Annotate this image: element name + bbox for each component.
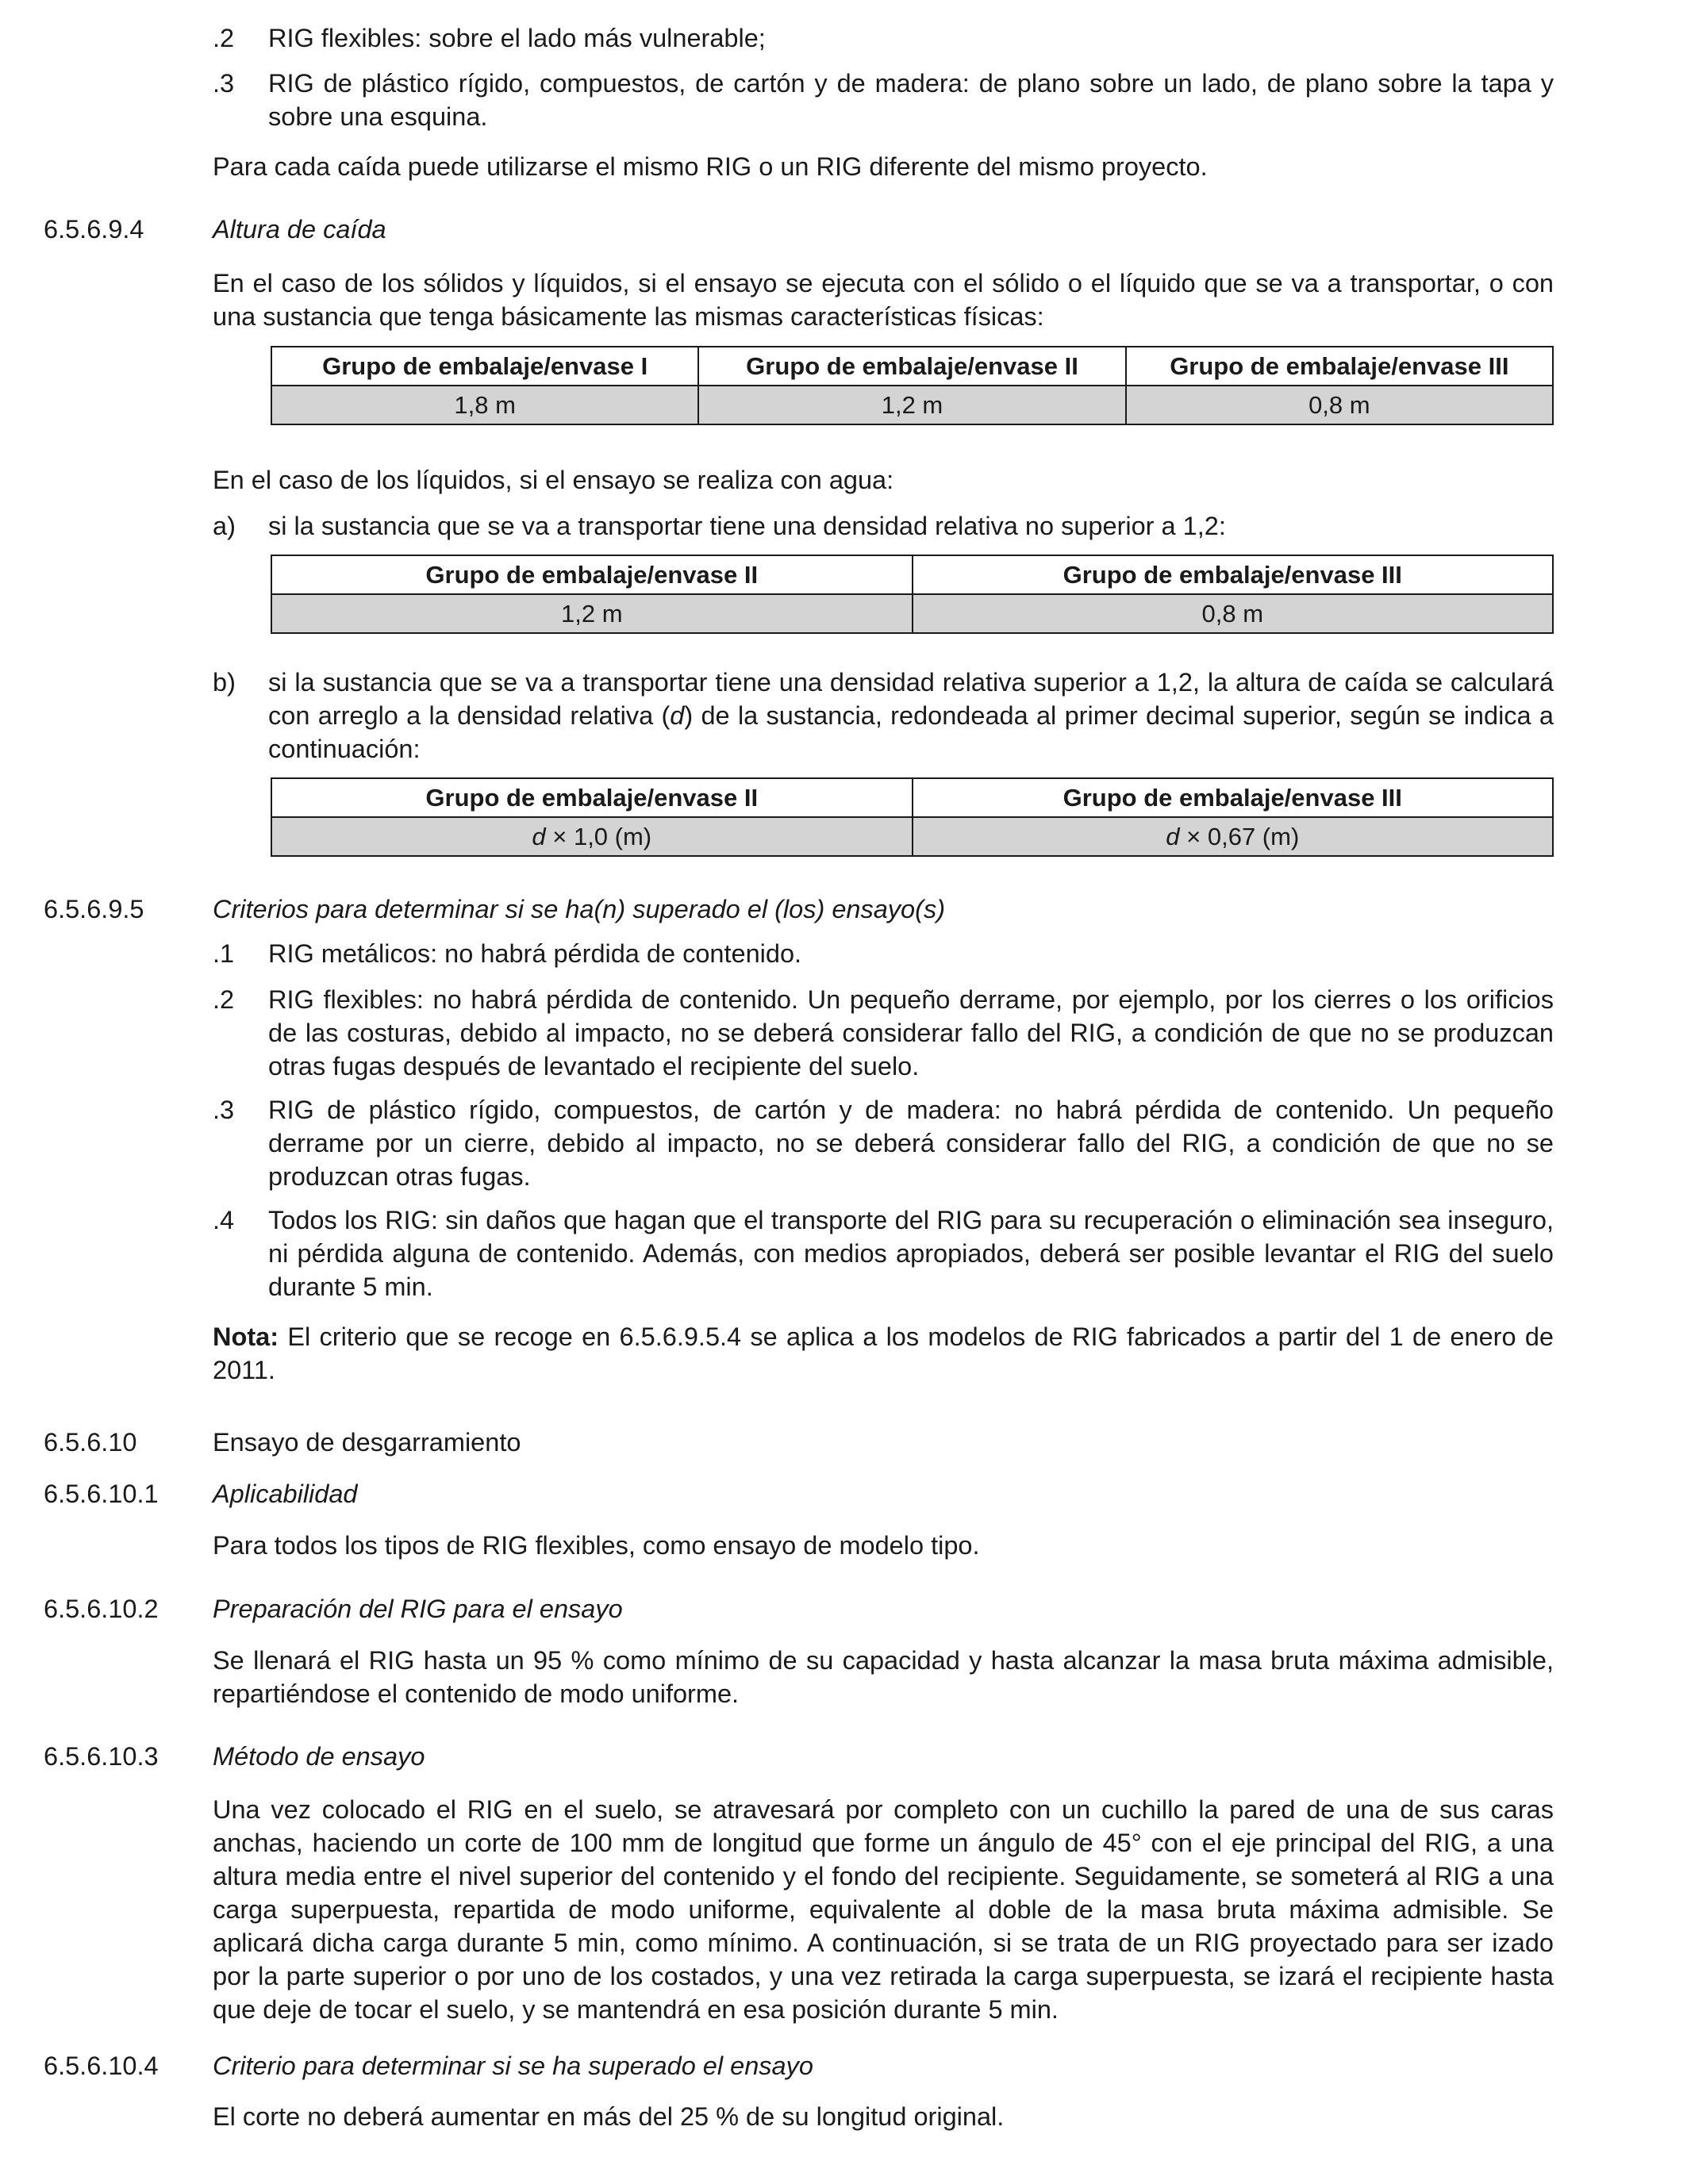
table-header-cell: Grupo de embalaje/envase III [913,555,1554,594]
note [213,1320,1554,1387]
list-marker: .2 [213,985,235,1014]
table-header-cell: Grupo de embalaje/envase II [698,347,1125,386]
paragraph: Para todos los tipos de RIG flexibles, como ensayo de modelo tipo. [213,1531,980,1560]
list-text: RIG metálicos: no habrá pérdida de contenido. [268,939,802,968]
section-number: 6.5.6.10.2 [44,1595,159,1623]
table-header-cell: Grupo de embalaje/envase III [1126,347,1553,386]
paragraph: En el caso de los líquidos, si el ensayo se realiza con agua: [213,466,894,494]
list-marker: .3 [213,69,235,98]
table-cell [913,817,1554,856]
table-cell: 1,2 m [698,386,1125,424]
list-item [213,509,1554,543]
formula-factor: 1,0 (m) [573,822,652,850]
list-marker: .2 [213,24,235,52]
drop-height-table [271,346,1554,425]
section-number: 6.5.6.9.5 [44,895,144,923]
list-item [213,67,1554,133]
multiply-sign: × [552,822,567,850]
list-item [213,666,1554,766]
section-number: 6.5.6.10.3 [44,1742,159,1771]
list-text [268,666,1554,766]
section-title: Criterios para determinar si se ha(n) superado el (los) ensayo(s) [213,895,946,923]
section-title: Criterio para determinar si se ha superado el ensayo [213,2052,813,2080]
list-marker: .1 [213,939,235,968]
list-text: si la sustancia que se va a transportar tiene una densidad relativa no superior a 1,2: [268,512,1226,540]
paragraph: Una vez colocado el RIG en el suelo, se atravesará por completo con un cuchillo la pared de una de sus caras anchas, haciendo un corte de 100 mm de longitud que forme un ángulo de 45° con el eje principal del RIG, a una altura media entre el nivel superior del contenido y el fondo del recipiente. Seguidamente, se someterá al RIG a una carga superpuesta, repartida de modo uniforme, equivalente al doble de la masa bruta máxima admisible. Se aplicará dicha carga durante 5 min, como mínimo. A continuación, si se trata de un RIG proyectado para ser izado por la parte superior o por uno de los costados, y una vez retirada la carga superpuesta, se izará el recipiente hasta que deje de tocar el suelo, y se mantendrá en esa posición durante 5 min. [213,1795,1554,2024]
section-number: 6.5.6.10 [44,1428,137,1457]
table-header-cell: Grupo de embalaje/envase I [271,347,698,386]
list-item [213,937,1554,970]
list-text: RIG de plástico rígido, compuestos, de cartón y de madera: no habrá pérdida de contenido. Un pequeño derrame por un cierre, debido al impacto, no se deberá considerar fallo del RIG, a condición de que no se produzcan otras fugas. [268,1096,1554,1191]
section-number: 6.5.6.10.4 [44,2052,159,2080]
section-number: 6.5.6.10.1 [44,1480,159,1508]
density-variable: d [1166,822,1180,850]
paragraph: Para cada caída puede utilizarse el mismo RIG o un RIG diferente del mismo proyecto. [213,152,1208,181]
list-marker: b) [213,668,236,697]
density-variable: d [670,701,685,730]
note-label: Nota: [213,1322,279,1351]
list-text-part: si la sustancia que se va a transportar tiene una densidad relativa superior a 1,2, la altura de caída se calculará con arreglo a la densidad relativa ( [268,668,1554,730]
paragraph: Se llenará el RIG hasta un 95 % como mínimo de su capacidad y hasta alcanzar la masa bruta máxima admisible, repartiéndose el contenido de modo uniforme. [213,1646,1554,1708]
formula-factor: 0,67 (m) [1207,822,1300,850]
table-header-cell: Grupo de embalaje/envase III [913,778,1554,817]
table-cell: 0,8 m [1126,386,1553,424]
list-text: RIG de plástico rígido, compuestos, de cartón y de madera: de plano sobre un lado, de plano sobre la tapa y sobre una esquina. [268,69,1554,131]
list-text: RIG flexibles: no habrá pérdida de contenido. Un pequeño derrame, por ejemplo, por los cierres o los orificios de las costuras, debido al impacto, no se deberá considerar fallo del RIG, a condición de que no se produzcan otras fugas después de levantado el recipiente del suelo. [268,985,1554,1080]
list-text: Todos los RIG: sin daños que hagan que el transporte del RIG para su recuperación o eliminación sea inseguro, ni pérdida alguna de contenido. Además, con medios apropiados, deberá ser posible levantar el RIG del suelo durante 5 min. [268,1206,1554,1301]
paragraph: En el caso de los sólidos y líquidos, si el ensayo se ejecuta con el sólido o el líquido que se va a transportar, o con una sustancia que tenga básicamente las mismas características físicas: [213,269,1554,331]
list-marker: .4 [213,1206,235,1234]
density-variable: d [532,822,546,850]
list-marker: .3 [213,1096,235,1124]
list-item [213,1093,1554,1193]
section-title: Aplicabilidad [213,1480,358,1508]
paragraph: El corte no deberá aumentar en más del 25 % de su longitud original. [213,2102,1005,2131]
section-title: Altura de caída [213,215,386,244]
density-drop-height-table [271,777,1554,857]
section-title: Método de ensayo [213,1742,425,1771]
section-title: Ensayo de desgarramiento [213,1428,521,1457]
table-cell: 1,2 m [271,594,913,633]
list-marker: a) [213,512,236,540]
table-header-cell: Grupo de embalaje/envase II [271,555,913,594]
section-number: 6.5.6.9.4 [44,215,144,244]
table-header-cell: Grupo de embalaje/envase II [271,778,913,817]
list-item [213,983,1554,1083]
list-item [213,21,1554,55]
water-drop-height-table [271,555,1554,634]
table-cell [271,817,913,856]
list-text: RIG flexibles: sobre el lado más vulnerable; [268,24,766,52]
multiply-sign: × [1186,822,1201,850]
table-cell: 0,8 m [913,594,1554,633]
list-text-part: ) de la sustancia, redondeada al primer decimal superior, según se indica a continuación: [268,701,1554,763]
note-text: El criterio que se recoge en 6.5.6.9.5.4 se aplica a los modelos de RIG fabricados a partir del 1 de enero de 2011. [213,1322,1554,1384]
section-title: Preparación del RIG para el ensayo [213,1595,623,1623]
list-item [213,1203,1554,1303]
table-cell: 1,8 m [271,386,698,424]
